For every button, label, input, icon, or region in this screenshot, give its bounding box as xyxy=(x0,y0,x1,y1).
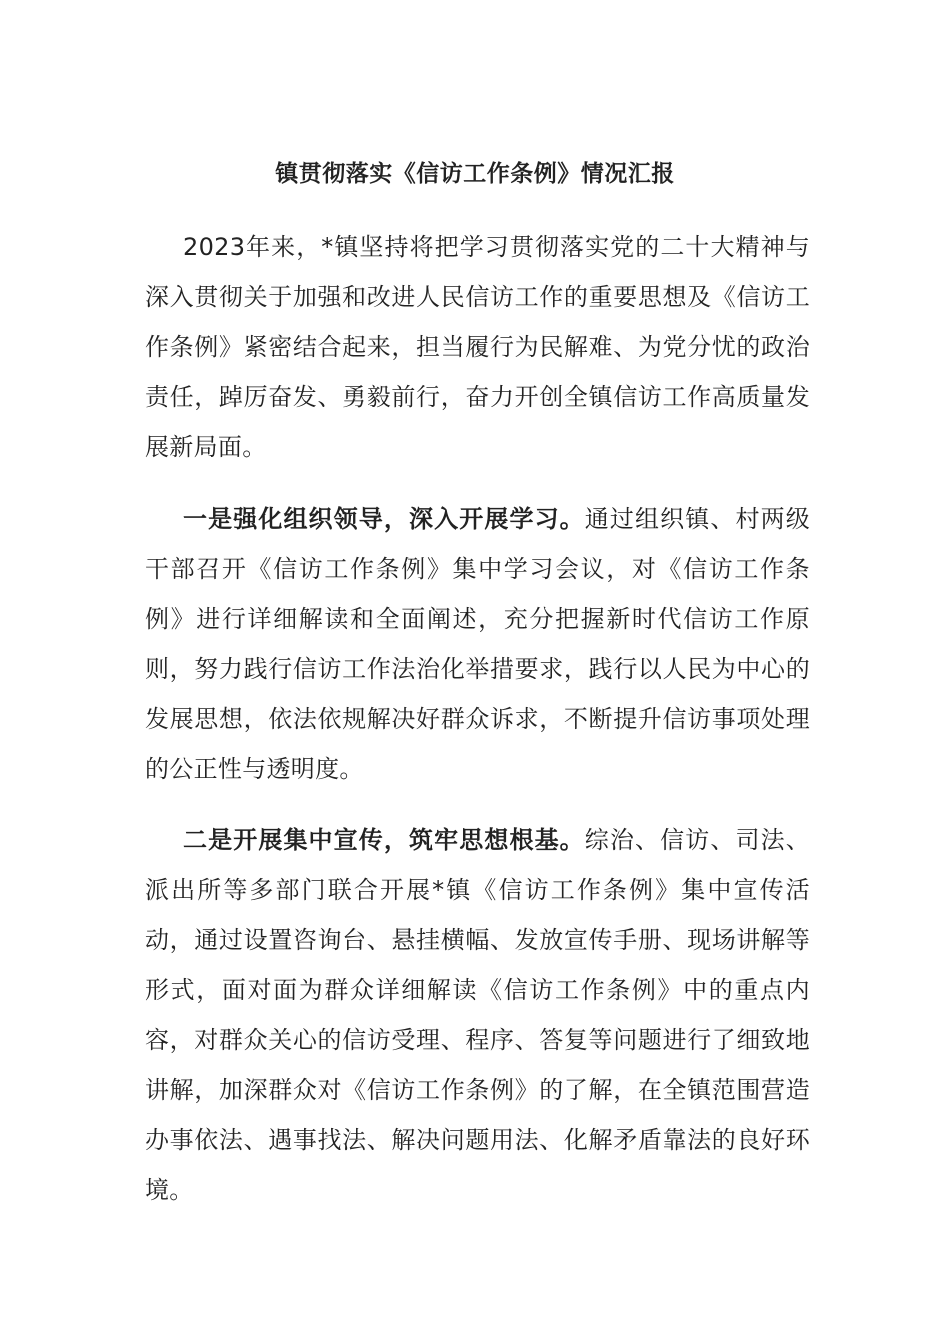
paragraph-organization-lead: 一是强化组织领导，深入开展学习。 xyxy=(183,505,585,533)
paragraph-intro-text: 2023年来，*镇坚持将把学习贯彻落实党的二十大精神与深入贯彻关于加强和改进人民信访工作的重要思想及《信访工作条例》紧密结合起来，担当履行为民解难、为党分忧的政治责任，踔厉奋发、勇毅前行，奋力开创全镇信访工作高质量发展新局面。 xyxy=(145,233,810,461)
paragraph-publicity xyxy=(145,815,810,1215)
paragraph-publicity-lead: 二是开展集中宣传，筑牢思想根基。 xyxy=(183,826,585,854)
document-title: 镇贯彻落实《信访工作条例》情况汇报 xyxy=(275,161,675,187)
paragraph-organization xyxy=(145,494,810,794)
paragraph-organization-text: 通过组织镇、村两级干部召开《信访工作条例》集中学习会议，对《信访工作条例》进行详细解读和全面阐述，充分把握新时代信访工作原则，努力践行信访工作法治化举措要求，践行以人民为中心的发展思想，依法依规解决好群众诉求，不断提升信访事项处理的公正性与透明度。 xyxy=(145,505,810,783)
paragraph-intro xyxy=(145,222,810,472)
paragraph-publicity-text: 综治、信访、司法、派出所等多部门联合开展*镇《信访工作条例》集中宣传活动，通过设置咨询台、悬挂横幅、发放宣传手册、现场讲解等形式，面对面为群众详细解读《信访工作条例》中的重点内容，对群众关心的信访受理、程序、答复等问题进行了细致地讲解，加深群众对《信访工作条例》的了解，在全镇范围营造办事依法、遇事找法、解决问题用法、化解矛盾靠法的良好环境。 xyxy=(145,826,810,1204)
